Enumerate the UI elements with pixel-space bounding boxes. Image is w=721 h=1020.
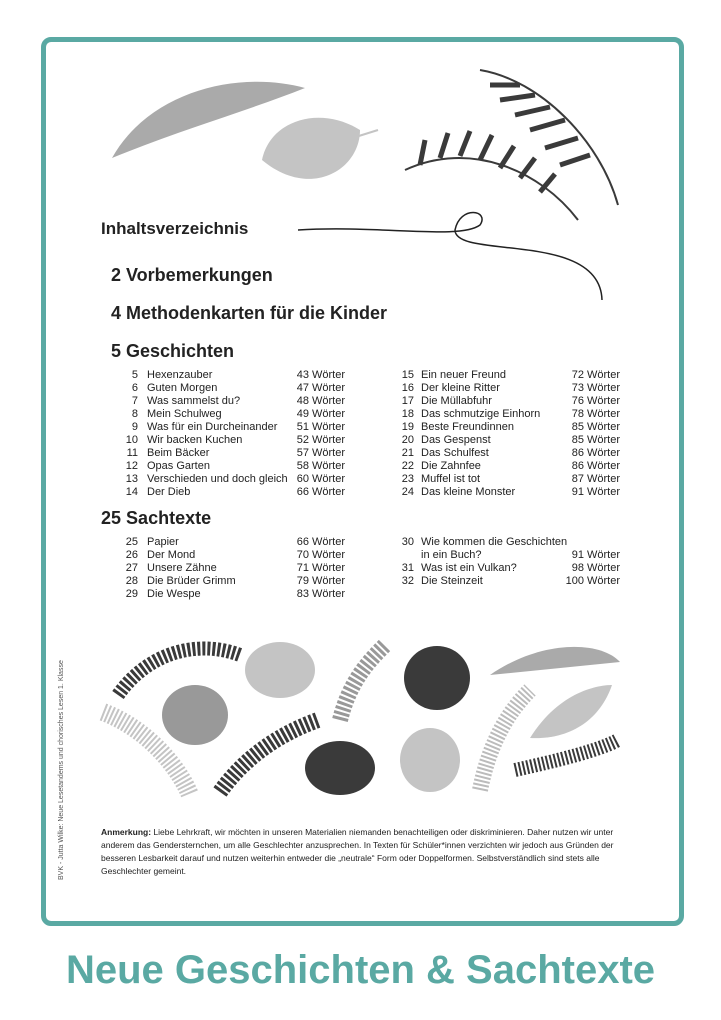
row-title: Was sammelst du?	[147, 395, 241, 407]
row-title: Die Zahnfee	[421, 460, 481, 472]
row-page: 27	[125, 562, 138, 574]
row-title: Muffel ist tot	[421, 473, 481, 485]
toc-row[interactable]	[0, 549, 721, 562]
entry-title: Geschichten	[126, 341, 235, 361]
row-title: Mein Schulweg	[147, 408, 222, 420]
row-title: in ein Buch?	[421, 549, 482, 561]
row-page: 20	[401, 434, 414, 446]
row-page: 25	[125, 536, 138, 548]
row-title: Das schmutzige Einhorn	[421, 408, 541, 420]
row-title: Das Gespenst	[421, 434, 491, 446]
row-page: 21	[401, 447, 414, 459]
swirl-line	[298, 213, 602, 301]
entry-page: 2	[110, 265, 121, 285]
toc-row[interactable]	[0, 460, 721, 473]
toc-row[interactable]	[0, 369, 721, 382]
toc-entry[interactable]	[101, 303, 501, 324]
toc-row[interactable]	[0, 421, 721, 434]
row-words: 66 Wörter	[296, 486, 345, 498]
row-title: Ein neuer Freund	[421, 369, 506, 381]
monstera-leaf-icon	[262, 118, 378, 179]
toc-row[interactable]	[0, 473, 721, 486]
row-words: 79 Wörter	[296, 575, 345, 587]
row-title: Hexenzauber	[147, 369, 213, 381]
row-page: 30	[401, 536, 414, 548]
row-title: Wir backen Kuchen	[147, 434, 243, 446]
row-title: Was ist ein Vulkan?	[421, 562, 517, 574]
palm-leaf-icon	[405, 70, 618, 220]
row-page: 14	[125, 486, 138, 498]
row-words: 91 Wörter	[571, 486, 620, 498]
row-title: Was für ein Durcheinander	[147, 421, 278, 433]
row-title: Verschieden und doch gleich	[147, 473, 288, 485]
row-title: Beste Freundinnen	[421, 421, 514, 433]
row-words: 83 Wörter	[296, 588, 345, 600]
row-title: Die Steinzeit	[421, 575, 483, 587]
toc-row[interactable]	[0, 575, 721, 588]
row-title: Unsere Zähne	[147, 562, 217, 574]
entry-title: Vorbemerkungen	[126, 265, 273, 285]
row-title: Der kleine Ritter	[421, 382, 500, 394]
row-words: 73 Wörter	[571, 382, 620, 394]
toc-entry[interactable]	[101, 341, 501, 362]
row-words: 47 Wörter	[296, 382, 345, 394]
row-words: 66 Wörter	[296, 536, 345, 548]
row-title: Das Schulfest	[421, 447, 489, 459]
row-words: 87 Wörter	[571, 473, 620, 485]
row-page: 29	[125, 588, 138, 600]
row-title: Papier	[147, 536, 179, 548]
toc-row[interactable]	[0, 486, 721, 499]
toc-entry[interactable]	[101, 265, 501, 286]
toc-heading: Inhaltsverzeichnis	[101, 219, 249, 238]
row-words: 43 Wörter	[296, 369, 345, 381]
row-words: 48 Wörter	[296, 395, 345, 407]
row-words: 52 Wörter	[296, 434, 345, 446]
entry-title: Sachtexte	[126, 508, 212, 528]
toc-row[interactable]	[0, 447, 721, 460]
row-page: 11	[126, 447, 138, 459]
row-words: 49 Wörter	[296, 408, 345, 420]
toc-row[interactable]	[0, 395, 721, 408]
row-page: 23	[401, 473, 414, 485]
entry-page: 4	[110, 303, 121, 323]
row-words: 98 Wörter	[571, 562, 620, 574]
row-words: 58 Wörter	[296, 460, 345, 472]
row-words: 51 Wörter	[296, 421, 345, 433]
row-title: Beim Bäcker	[147, 447, 210, 459]
row-page: 9	[131, 421, 138, 433]
row-page: 10	[125, 434, 138, 446]
note-label: Anmerkung:	[101, 827, 152, 837]
row-page: 31	[401, 562, 414, 574]
row-words: 86 Wörter	[571, 460, 620, 472]
row-words: 57 Wörter	[296, 447, 345, 459]
row-words: 86 Wörter	[571, 447, 620, 459]
row-page: 15	[401, 369, 414, 381]
note-text: Liebe Lehrkraft, wir möchten in unseren Materialien niemanden benachteiligen oder diskriminieren. Daher nutzen wir unter anderem das Gendersternchen, um alle Geschlechter anzusprechen. In Texten für Schüler*innen verzichten wir jedoch aus Gründen der besseren Lesbarkeit darauf und nutzen weiterhin entweder die „neutrale“ Form oder Doppelformen. Selbstverständlich sind stets alle Geschlechter gemeint.	[101, 827, 614, 876]
bottom-leaf-icons	[103, 642, 620, 795]
row-page: 18	[401, 408, 414, 420]
row-page: 19	[401, 421, 414, 433]
toc-row[interactable]	[0, 434, 721, 447]
row-title: Der Mond	[147, 549, 196, 561]
toc-entry[interactable]	[101, 508, 501, 529]
row-page: 7	[131, 395, 138, 407]
row-title: Opas Garten	[147, 460, 210, 472]
entry-page: 5	[110, 341, 121, 361]
row-title: Die Wespe	[147, 588, 201, 600]
entry-page: 25	[101, 508, 122, 528]
row-page: 32	[401, 575, 414, 587]
row-page: 12	[125, 460, 138, 472]
toc-row[interactable]	[0, 562, 721, 575]
row-page: 13	[125, 473, 138, 485]
row-words: 100 Wörter	[565, 575, 620, 587]
toc-row[interactable]	[0, 588, 721, 601]
note	[101, 826, 621, 878]
row-page: 8	[131, 408, 138, 420]
toc-row[interactable]	[0, 536, 721, 549]
toc-row[interactable]	[0, 382, 721, 395]
row-page: 26	[125, 549, 138, 561]
entry-title: Methodenkarten für die Kinder	[126, 303, 388, 323]
row-words: 78 Wörter	[571, 408, 620, 420]
row-words: 70 Wörter	[296, 549, 345, 561]
row-page: 16	[401, 382, 414, 394]
row-page: 6	[131, 382, 138, 394]
row-page: 5	[131, 369, 138, 381]
side-credit: BVK - Jutta Wilke: Neue Lesetandems und chorisches Lesen 1. Klasse	[58, 660, 65, 880]
row-page: 28	[125, 575, 138, 587]
row-words: 85 Wörter	[571, 421, 620, 433]
row-title: Guten Morgen	[147, 382, 218, 394]
row-title: Wie kommen die Geschichten	[421, 536, 568, 548]
row-title: Die Brüder Grimm	[147, 575, 236, 587]
row-words: 60 Wörter	[296, 473, 345, 485]
row-words: 72 Wörter	[571, 369, 620, 381]
row-words: 91 Wörter	[571, 549, 620, 561]
row-title: Die Müllabfuhr	[421, 395, 492, 407]
row-title: Das kleine Monster	[421, 486, 516, 498]
row-words: 71 Wörter	[296, 562, 345, 574]
row-page: 17	[401, 395, 414, 407]
toc-row[interactable]	[0, 408, 721, 421]
footer-title: Neue Geschichten & Sachtexte	[65, 948, 656, 992]
row-title: Der Dieb	[147, 486, 191, 498]
row-page: 24	[401, 486, 414, 498]
row-words: 76 Wörter	[571, 395, 620, 407]
row-page: 22	[401, 460, 414, 472]
row-words: 85 Wörter	[571, 434, 620, 446]
